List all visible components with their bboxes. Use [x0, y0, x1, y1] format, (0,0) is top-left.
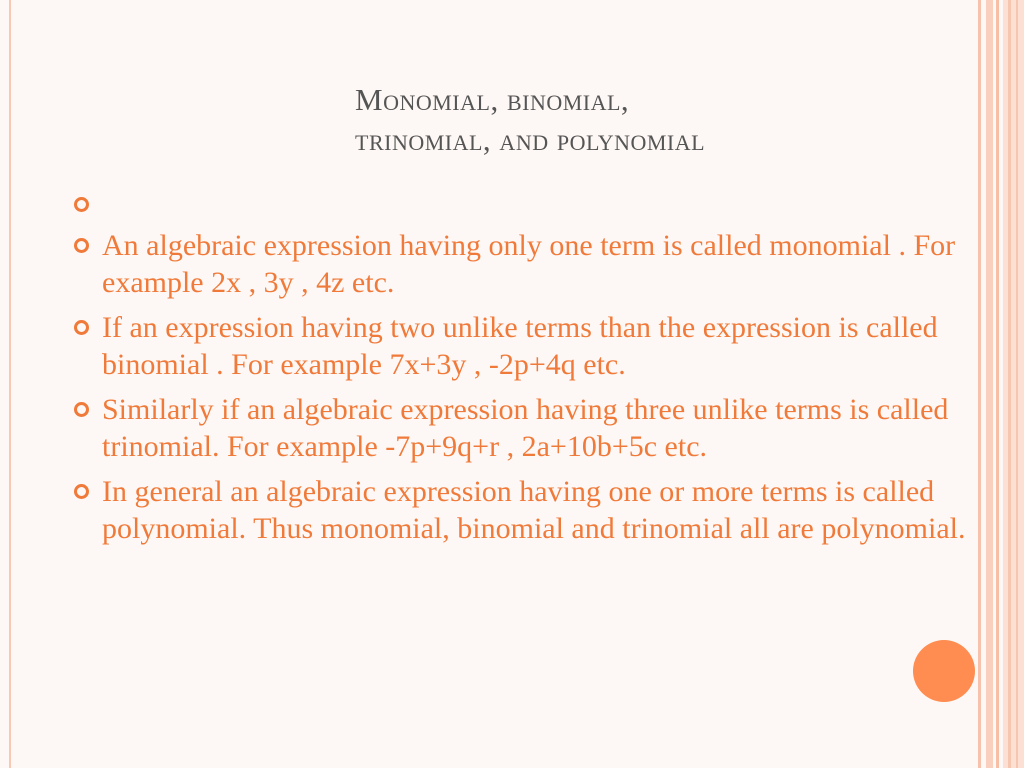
left-border-line: [9, 0, 11, 768]
right-stripe: [986, 0, 993, 768]
right-stripe: [1016, 0, 1018, 768]
bullet-text: In general an algebraic expression having one or more terms is called polynomial. Thus monomial, binomial and trinomial all are polynomial.: [102, 475, 966, 545]
slide-title-line-1: Monomial, binomial,: [355, 82, 630, 117]
right-stripe: [1008, 0, 1011, 768]
ring-bullet-icon: [74, 402, 89, 417]
bullet-item-binomial: [72, 309, 967, 383]
right-stripe: [1003, 0, 1024, 768]
bullet-text: If an expression having two unlike terms than the expression is called binomial . For example 7x+3y , -2p+4q etc.: [102, 311, 938, 381]
right-stripe: [996, 0, 999, 768]
bullet-item-polynomial: [72, 473, 967, 547]
slide-title: [355, 80, 955, 160]
ring-bullet-icon: [74, 320, 89, 335]
ring-bullet-icon: [74, 197, 89, 212]
slide-title-line-2: trinomial, and polynomial: [355, 122, 706, 157]
ring-bullet-icon: [74, 484, 89, 499]
orange-circle-decoration: [913, 640, 975, 702]
right-stripe: [978, 0, 981, 768]
bullet-item-empty: [72, 186, 967, 223]
bullet-list: [72, 186, 967, 555]
bullet-item-trinomial: [72, 391, 967, 465]
bullet-text: An algebraic expression having only one term is called monomial . For example 2x , 3y , 4z etc.: [102, 229, 956, 299]
bullet-item-monomial: [72, 227, 967, 301]
bullet-text: Similarly if an algebraic expression having three unlike terms is called trinomial. For example -7p+9q+r , 2a+10b+5c etc.: [102, 393, 949, 463]
ring-bullet-icon: [74, 238, 89, 253]
